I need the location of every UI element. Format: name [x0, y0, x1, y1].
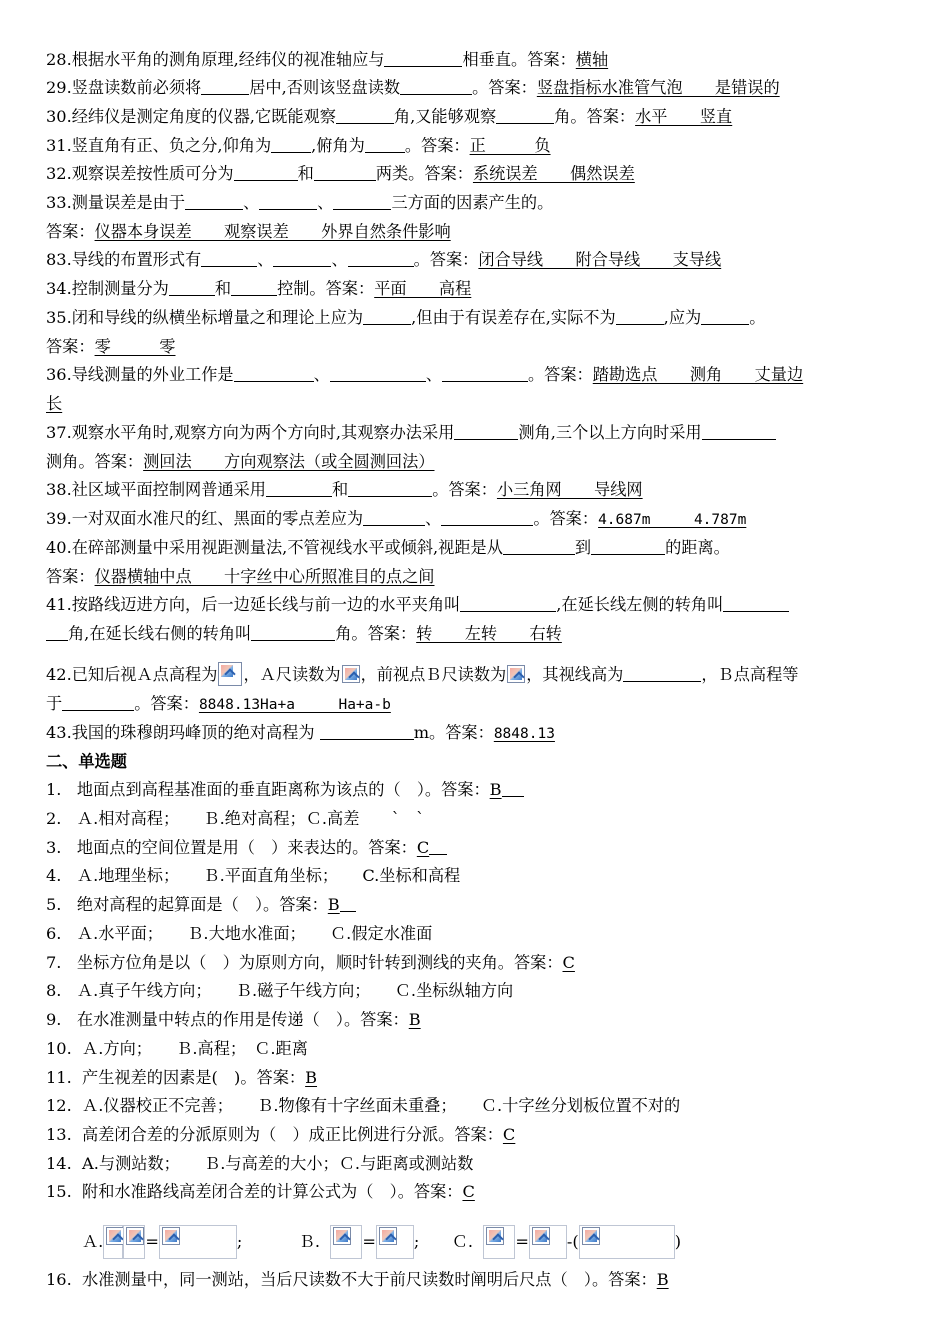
question-text: 到: [574, 538, 592, 557]
question-35: [46, 304, 920, 332]
question-number: 4.: [46, 866, 62, 885]
answer-blank: [454, 421, 518, 440]
answer-blank: [259, 191, 317, 210]
answer-blank: [723, 593, 789, 612]
question-number: 3.: [46, 838, 62, 857]
question-text: ,俯角为: [311, 136, 365, 155]
question-text: ,但由于有误差存在,实际不为: [411, 308, 616, 327]
answer-blank: [62, 692, 134, 711]
broken-image-icon: [218, 662, 242, 686]
question-text: 32.观察误差按性质可分为: [46, 164, 234, 183]
answer-blank: [251, 622, 335, 641]
equals-sign: =: [515, 1232, 529, 1251]
answer-text: B: [489, 780, 502, 799]
choice-options: [46, 977, 920, 1005]
answer-blank: [273, 248, 331, 267]
question-number: 15.: [46, 1182, 72, 1201]
answer-text: 踏勘选点 测角 丈量边: [592, 365, 804, 384]
option-a: [82, 1222, 242, 1262]
answer-text: 系统误差 偶然误差: [472, 164, 635, 183]
choice-options: [46, 1035, 920, 1063]
choice-options: [46, 862, 920, 890]
answer-blank: [363, 306, 411, 325]
option-c: [452, 1222, 681, 1262]
choice-question: [46, 1178, 920, 1206]
option-text: Ａ.地理坐标； Ｂ.平面直角坐标； C.坐标和高程: [76, 866, 461, 885]
equals-sign: =: [145, 1232, 159, 1251]
question-text: 角。答案：: [335, 624, 417, 643]
answer-text: C: [562, 953, 575, 972]
question-text: 、: [257, 250, 274, 269]
broken-image-icon: [126, 1227, 144, 1245]
question-41: [46, 591, 920, 619]
answer-text: 闭合导线 附合导线 支导线: [478, 250, 722, 269]
question-text: 41.按路线迈进方向，后一边延长线与前一边的水平夹角叫: [46, 595, 461, 614]
answer-blank: [701, 306, 749, 325]
question-42: [46, 661, 920, 689]
answer-37: [46, 448, 920, 476]
answer-33: [46, 218, 920, 246]
question-text: 三方面的因素产生的。: [391, 193, 554, 212]
option-text: Ａ.仪器校正不完善； Ｂ.物像有十字丝面未重叠； Ｃ.十字丝分划板位置不对的: [82, 1096, 681, 1115]
question-text: 42.已知后视Ａ点高程为: [46, 665, 218, 684]
question-text: 、: [425, 509, 442, 528]
question-text: 高差闭合差的分派原则为（ ）成正比例进行分派。答案：: [82, 1125, 503, 1144]
question-text: 、: [331, 250, 348, 269]
question-text: 在水准测量中转点的作用是传递（ ）。答案：: [76, 1010, 409, 1029]
question-text: 测角,三个以上方向时采用: [518, 423, 702, 442]
question-text: 、: [317, 193, 334, 212]
option-text: Ａ.真子午线方向； Ｂ.磁子午线方向； Ｃ.坐标纵轴方向: [76, 981, 514, 1000]
question-text: 地面点的空间位置是用（ ）来表达的。答案：: [76, 838, 417, 857]
question-number: 11.: [46, 1068, 72, 1087]
question-text: 角,在延长线右侧的转角叫: [68, 624, 252, 643]
broken-image-icon: [162, 1227, 180, 1245]
answer-text: C: [502, 1125, 516, 1144]
question-40: [46, 534, 920, 562]
question-text: 。答案：: [413, 250, 479, 269]
question-text: 和: [332, 480, 349, 499]
answer-text: 竖盘指标水准管气泡 是错误的: [536, 78, 780, 97]
answer-blank: [169, 277, 215, 296]
answer-blank: [271, 134, 311, 153]
choice-options: [46, 1150, 920, 1178]
answer-blank: [365, 134, 405, 153]
question-number: 16.: [46, 1270, 72, 1289]
question-text: 43.我国的珠穆朗玛峰顶的绝对高程为: [46, 723, 320, 742]
answer-blank: [348, 478, 432, 497]
answer-text: 转 左转 右转: [416, 624, 562, 643]
answer-blank: [201, 248, 257, 267]
question-31: [46, 132, 920, 160]
answer-text: B: [408, 1010, 421, 1029]
answer-text: 长: [46, 394, 63, 413]
answer-40: [46, 563, 920, 591]
question-text: 居中,否则该竖盘读数: [249, 78, 401, 97]
answer-blank: [333, 191, 391, 210]
question-text: 35.闭和导线的纵横坐标增量之和理论上应为: [46, 308, 364, 327]
answer-text: 仪器本身误差 观察误差 外界自然条件影响: [94, 222, 451, 241]
answer-blank: [320, 721, 414, 740]
answer-blank: [400, 76, 472, 95]
choice-question: [46, 776, 920, 804]
answer-blank: [702, 421, 776, 440]
question-number: 9.: [46, 1010, 62, 1029]
formula-image: [159, 1225, 237, 1259]
answer-blank: [336, 105, 394, 124]
answer-blank: [591, 536, 665, 555]
question-text: 28.根据水平角的测角原理,经纬仪的视准轴应与: [46, 50, 385, 69]
question-text: 附和水准路线高差闭合差的计算公式为（ ）。答案：: [82, 1182, 463, 1201]
question-34: [46, 275, 920, 303]
answer-blank: [185, 191, 243, 210]
separator: ;: [413, 1232, 420, 1251]
question-43: [46, 719, 920, 747]
equals-sign: =: [362, 1232, 376, 1251]
question-text: 39.一对双面水准尺的红、黑面的零点差应为: [46, 509, 364, 528]
question-text: ，前视点Ｂ尺读数为: [360, 665, 507, 684]
question-number: 1.: [46, 780, 62, 799]
formula-options: [82, 1222, 920, 1262]
answer-blank: [441, 507, 533, 526]
separator: ;: [236, 1232, 243, 1251]
answer-text: 仪器横轴中点 十字丝中心所照准目的点之间: [94, 567, 435, 586]
formula-image: [376, 1225, 414, 1259]
choice-options: [46, 805, 920, 833]
question-text: 角。答案：: [554, 107, 636, 126]
answer-blank: [503, 536, 575, 555]
question-text: 绝对高程的起算面是（ ）。答案：: [76, 895, 328, 914]
question-number: 12.: [46, 1096, 72, 1115]
question-text: 34.控制测量分为: [46, 279, 169, 298]
question-number: 8.: [46, 981, 62, 1000]
question-text: 。: [749, 308, 766, 327]
question-text: 和: [214, 279, 232, 298]
question-text: ，Ｂ点高程等: [701, 665, 799, 684]
formula-image: [529, 1225, 567, 1259]
answer-text: 零 零: [94, 337, 176, 356]
answer-blank: [623, 663, 701, 682]
broken-image-icon: [106, 1227, 124, 1245]
answer-text: 正 负: [469, 136, 551, 155]
question-number: 2.: [46, 809, 62, 828]
question-text: 、: [313, 365, 330, 384]
choice-question: [46, 891, 920, 919]
question-text: 控制。答案：: [277, 279, 375, 298]
choice-question: [46, 949, 920, 977]
answer-text: 水平 竖直: [635, 107, 733, 126]
answer-label: 答案：: [46, 337, 95, 356]
question-text: ,应为: [663, 308, 702, 327]
question-text: 、: [425, 365, 442, 384]
answer-blank: [363, 507, 425, 526]
formula-image: [103, 1225, 123, 1259]
section-title: 二、单选题: [46, 752, 127, 771]
answer-blank: [314, 162, 376, 181]
answer-blank: [234, 162, 298, 181]
answer-blank: [340, 893, 356, 912]
option-label: Ｂ.: [298, 1232, 321, 1251]
answer-blank: [616, 306, 664, 325]
question-text: ，其视线高为: [526, 665, 624, 684]
broken-image-icon: [379, 1227, 397, 1245]
question-text: 于: [46, 694, 63, 713]
answer-blank: [384, 48, 462, 67]
question-text: 。答案：: [404, 136, 470, 155]
question-36: [46, 361, 920, 389]
question-text: 36.导线测量的外业工作是: [46, 365, 234, 384]
question-number: 10.: [46, 1039, 72, 1058]
question-text: 。答案：: [533, 509, 599, 528]
answer-text: C: [416, 838, 430, 857]
question-text: 。答案：: [528, 365, 593, 384]
question-text: 两类。答案：: [375, 164, 473, 183]
choice-question: [46, 1006, 920, 1034]
question-text: 83.导线的布置形式有: [46, 250, 202, 269]
question-text: 。答案：: [472, 78, 537, 97]
answer-text: 8848.13: [493, 726, 555, 742]
question-28: [46, 46, 920, 74]
question-32: [46, 160, 920, 188]
answer-blank: [429, 836, 447, 855]
formula-image: [123, 1225, 145, 1259]
broken-image-icon: [486, 1227, 504, 1245]
choice-question: [46, 834, 920, 862]
minus-paren: -(: [566, 1232, 579, 1251]
answer-blank: [502, 778, 524, 797]
question-37: [46, 419, 920, 447]
broken-image-icon: [333, 1227, 351, 1245]
question-38: [46, 476, 920, 504]
answer-text: 小三角网 导线网: [496, 480, 643, 499]
broken-image-icon: [582, 1227, 600, 1245]
option-b: [299, 1222, 420, 1262]
answer-text: B: [305, 1068, 318, 1087]
answer-text: 4.687m 4.787m: [598, 512, 747, 528]
answer-35: [46, 333, 920, 361]
answer-text: 平面 高程: [374, 279, 472, 298]
question-33: [46, 189, 920, 217]
answer-label: 答案：: [46, 567, 95, 586]
question-text: 、: [243, 193, 260, 212]
question-42-cont: [46, 690, 920, 718]
choice-question: [46, 1121, 920, 1149]
answer-blank: [234, 363, 314, 382]
question-text: 角,又能够观察: [393, 107, 497, 126]
question-39: [46, 505, 920, 533]
question-text: ,在延长线左侧的转角叫: [556, 595, 724, 614]
answer-text: 8848.13Ha+a Ha+a-b: [198, 697, 391, 713]
answer-text: 横轴: [575, 50, 609, 69]
question-text: 37.观察水平角时,观察方向为两个方向时,其观察办法采用: [46, 423, 455, 442]
question-number: 14.: [46, 1154, 72, 1173]
question-number: 13.: [46, 1125, 72, 1144]
answer-blank: [46, 622, 68, 641]
option-text: A.与测站数； Ｂ.与高差的大小；Ｃ.与距离或测站数: [82, 1154, 474, 1173]
answer-text: B: [656, 1270, 669, 1289]
question-number: 6.: [46, 924, 62, 943]
answer-blank: [231, 277, 277, 296]
formula-image: [330, 1225, 362, 1259]
formula-image: [483, 1225, 515, 1259]
option-text: Ａ.水平面； Ｂ.大地水准面； Ｃ.假定水准面: [76, 924, 433, 943]
answer-blank: [442, 363, 528, 382]
answer-36-cont: [46, 390, 920, 418]
formula-image: [579, 1225, 675, 1259]
answer-blank: [266, 478, 332, 497]
question-text: ，Ａ尺读数为: [243, 665, 341, 684]
question-text: 相垂直。答案：: [462, 50, 576, 69]
question-text: 。答案：: [134, 694, 199, 713]
question-text: 测角。答案：: [46, 452, 144, 471]
option-text: Ａ.方向； Ｂ.高程； Ｃ.距离: [82, 1039, 308, 1058]
question-text: 和: [297, 164, 314, 183]
answer-blank: [330, 363, 426, 382]
question-text: 水准测量中，同一测站，当后尺读数不大于前尺读数时阐明后尺点（ ）。答案：: [82, 1270, 657, 1289]
choice-question: [46, 1266, 920, 1294]
question-text: 的距离。: [665, 538, 730, 557]
question-text: 产生视差的因素是( )。答案：: [82, 1068, 306, 1087]
question-text: 地面点到高程基准面的垂直距离称为该点的（ ）。答案：: [76, 780, 490, 799]
question-text: 29.竖盘读数前必须将: [46, 78, 202, 97]
choice-options: [46, 920, 920, 948]
broken-image-icon: [507, 665, 525, 683]
answer-text: 测回法 方向观察法（或全圆测回法）: [143, 452, 435, 471]
broken-image-icon: [532, 1227, 550, 1245]
option-label: Ｃ.: [451, 1232, 474, 1251]
answer-blank: [201, 76, 249, 95]
answer-blank: [460, 593, 556, 612]
question-text: 坐标方位角是以（ ）为原则方向，顺时针转到测线的夹角。答案：: [76, 953, 563, 972]
question-number: 5.: [46, 895, 62, 914]
question-29: [46, 74, 920, 102]
answer-text: B: [327, 895, 340, 914]
question-number: 7.: [46, 953, 62, 972]
question-text: 。答案：: [432, 480, 497, 499]
choice-question: [46, 1064, 920, 1092]
broken-image-icon: [342, 665, 360, 683]
question-text: 31.竖直角有正、负之分,仰角为: [46, 136, 272, 155]
option-text: Ａ.相对高程； Ｂ.绝对高程；Ｃ.高差 ` `: [76, 809, 425, 828]
question-text: 30.经纬仪是测定角度的仪器,它既能观察: [46, 107, 336, 126]
close-paren: ): [674, 1232, 682, 1251]
answer-blank: [496, 105, 554, 124]
question-text: m。答案：: [413, 723, 494, 742]
answer-label: 答案：: [46, 222, 95, 241]
question-text: 40.在碎部测量中采用视距测量法,不管视线水平或倾斜,视距是从: [46, 538, 503, 557]
answer-text: C: [462, 1182, 475, 1201]
choice-options: [46, 1092, 920, 1120]
question-41-cont: [46, 620, 920, 648]
question-30: [46, 103, 920, 131]
question-text: 33.测量误差是由于: [46, 193, 186, 212]
question-text: 38.社区域平面控制网普通采用: [46, 480, 266, 499]
option-label: Ａ.: [82, 1232, 104, 1251]
question-83: [46, 246, 920, 274]
answer-blank: [348, 248, 414, 267]
